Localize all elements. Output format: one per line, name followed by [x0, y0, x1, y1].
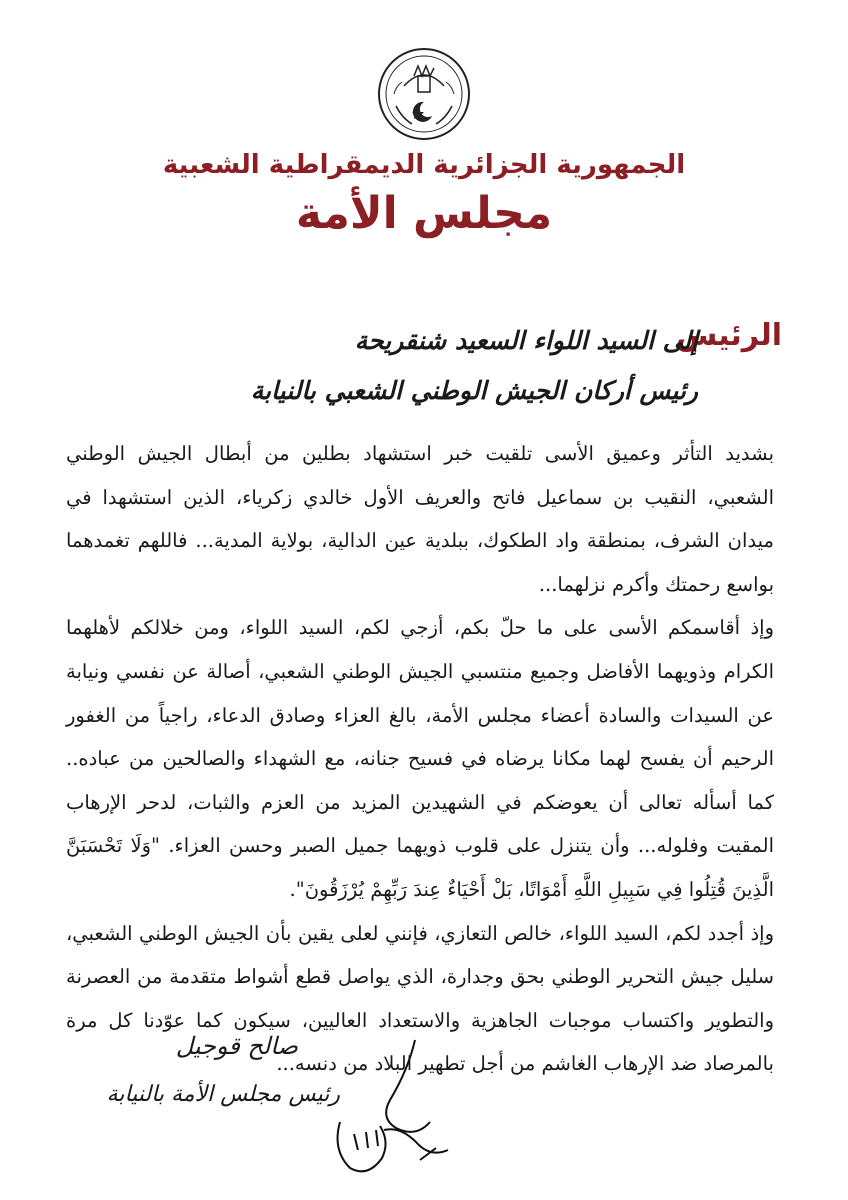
national-emblem-seal-icon [374, 46, 474, 142]
header-republic-title: الجمهورية الجزائرية الديمقراطية الشعبية [162, 150, 686, 180]
header-council-title: مجلس الأمة [295, 188, 553, 239]
body-paragraph-1: بشديد التأثر وعميق الأسى تلقيت خبر استشهاد بطلين من أبطال الجيش الوطني الشعبي، النقيب بن سماعيل فاتح والعريف الأول خالدي زكرياء، الذين استشهدا في ميدان الشرف، بمنطقة واد الطكوك، ببلدية عين الدالية، بولاية المدية... فاللهم تغمدهما بواسع رحمتك وأكرم نزلهما... [66, 442, 774, 596]
president-mark: الرئيس [675, 318, 782, 353]
body-paragraph-2: وإذ أقاسمكم الأسى على ما حلّ بكم، أزجي لكم، السيد اللواء، ومن خلالكم لأهلهما الكرام وذويهما الأفاضل وجميع منتسبي الجيش الوطني الشعبي، أصالة عن نفسي ونيابة عن السيدات والسادة أعضاء مجلس الأمة، بالغ العزاء وصادق الدعاء، راجياً من الغفور الرحيم أن يفسح لهما مكانا يرضاه في فسيح جنانه، مع الشهداء والصالحين من عباده.. كما أسأله تعالى أن يعوضكم في الشهيدين المزيد من العزم والثبات، لدحر الإرهاب المقيت وفلوله... وأن يتنزل على قلوب ذويهما جميل الصبر وحسن العزاء. "وَلَا تَحْسَبَنَّ الَّذِينَ قُتِلُوا فِي سَبِيلِ اللَّهِ أَمْوَاتًا، بَلْ أَحْيَاءٌ عِندَ رَبِّهِمْ يُرْزَقُونَ". [66, 616, 774, 901]
body-paragraph-3: وإذ أجدد لكم، السيد اللواء، خالص التعازي، فإنني لعلى يقين بأن الجيش الوطني الشعبي، سليل جيش التحرير الوطني بحق وجدارة، الذي يواصل قطع أشواط متقدمة من العصرنة والتطوير واكتساب موجبات الجاهزية والاستعداد العاليين، سيكون كما عوّدنا كل مرة بالمرصاد ضد الإرهاب الغاشم من أجل تطهير البلاد من دنسه... [66, 921, 774, 1076]
signatory-title: رئيس مجلس الأمة بالنيابة [106, 1082, 340, 1107]
addressee-name: إلى السيد اللواء السعيد شنقريحة [354, 326, 698, 355]
letter-body [66, 432, 774, 1086]
addressee-position: رئيس أركان الجيش الوطني الشعبي بالنيابة [250, 376, 698, 405]
handwritten-signature [320, 1030, 460, 1180]
signatory-name: صالح قوجيل [175, 1032, 298, 1060]
addressee-block [138, 316, 698, 416]
